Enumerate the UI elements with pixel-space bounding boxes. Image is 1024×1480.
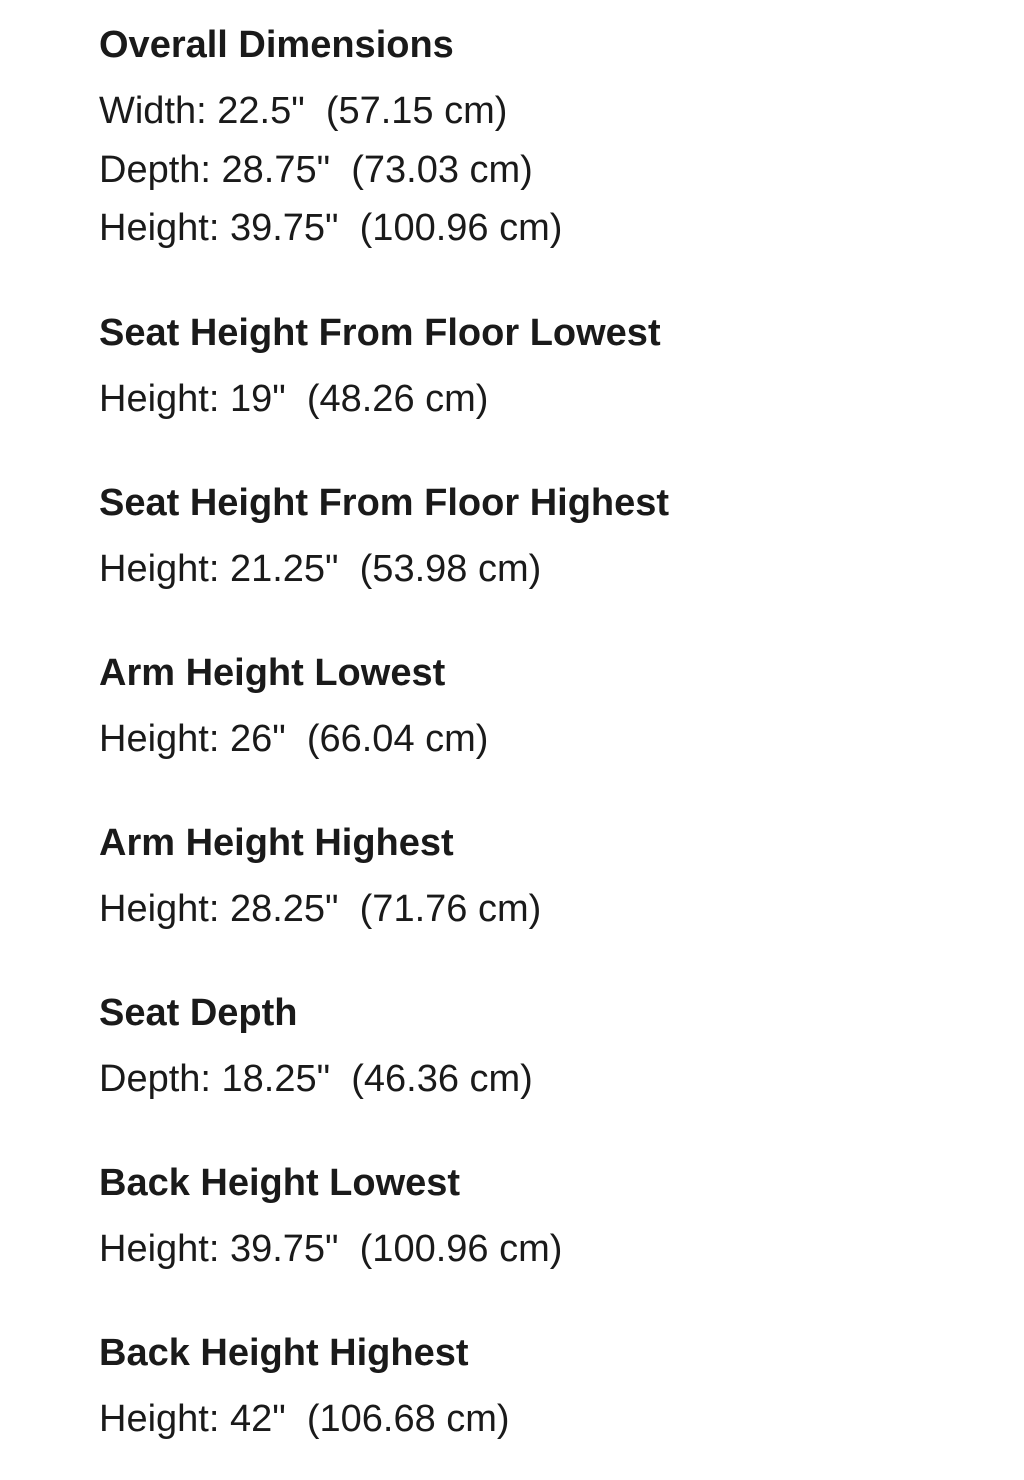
section-heading: Seat Depth bbox=[99, 991, 298, 1034]
dimension-height: Height: 19" (48.26 cm) bbox=[99, 377, 489, 420]
dimension-height: Height: 21.25" (53.98 cm) bbox=[99, 547, 542, 590]
section-back-height-lowest bbox=[99, 1160, 1024, 1278]
dimension-height: Height: 39.75" (100.96 cm) bbox=[99, 207, 563, 249]
section-overall-dimensions bbox=[99, 22, 1024, 258]
dimension-height: Height: 39.75" (100.96 cm) bbox=[99, 1227, 563, 1270]
section-heading: Back Height Lowest bbox=[99, 1161, 461, 1204]
section-arm-height-lowest bbox=[99, 650, 1024, 768]
section-heading: Seat Height From Floor Highest bbox=[99, 481, 670, 524]
dimension-height: Height: 28.25" (71.76 cm) bbox=[99, 887, 542, 930]
section-seat-height-highest bbox=[99, 480, 1024, 598]
dimension-width: Width: 22.5" (57.15 cm) bbox=[99, 90, 508, 132]
section-arm-height-highest bbox=[99, 820, 1024, 938]
section-back-height-highest bbox=[99, 1330, 1024, 1448]
section-heading: Seat Height From Floor Lowest bbox=[99, 311, 661, 354]
dimension-depth: Depth: 18.25" (46.36 cm) bbox=[99, 1057, 533, 1100]
section-seat-height-lowest bbox=[99, 310, 1024, 428]
dimension-height: Height: 26" (66.04 cm) bbox=[99, 717, 489, 760]
section-heading: Overall Dimensions bbox=[99, 24, 454, 66]
section-heading: Arm Height Lowest bbox=[99, 651, 446, 694]
dimension-depth: Depth: 28.75" (73.03 cm) bbox=[99, 148, 533, 191]
section-seat-depth bbox=[99, 990, 1024, 1108]
section-heading: Back Height Highest bbox=[99, 1331, 469, 1374]
dimension-height: Height: 42" (106.68 cm) bbox=[99, 1397, 510, 1440]
section-heading: Arm Height Highest bbox=[99, 821, 454, 864]
